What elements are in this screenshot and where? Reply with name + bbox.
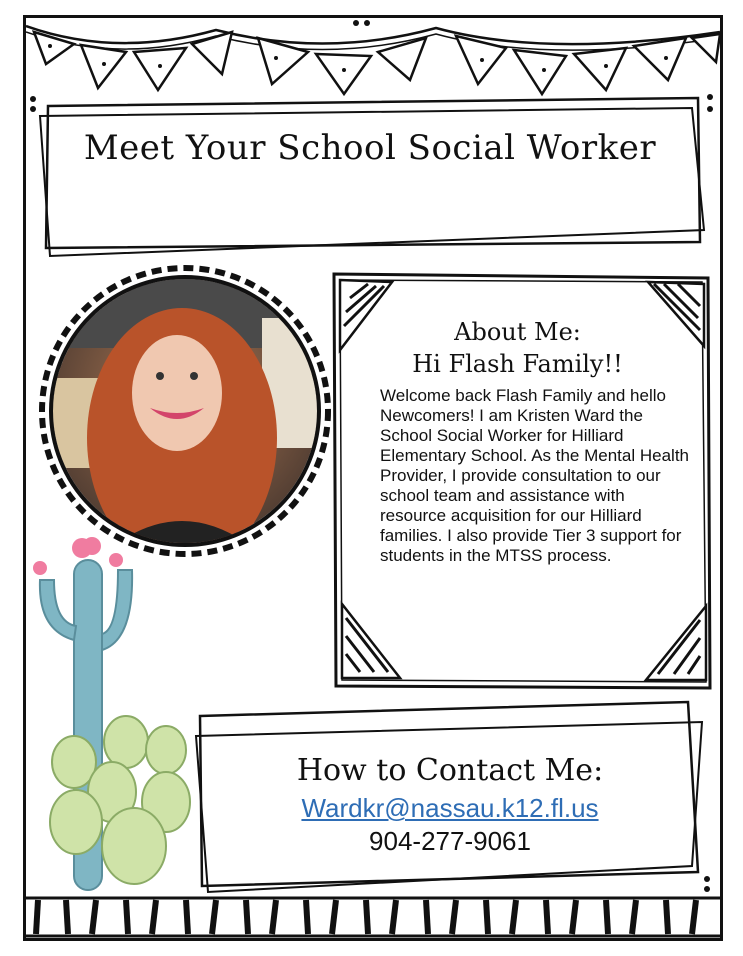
cactus-illustration bbox=[24, 530, 214, 900]
profile-photo bbox=[32, 258, 338, 564]
contact-email-link[interactable]: Wardkr@nassau.k12.fl.us bbox=[301, 793, 599, 823]
page-title: Meet Your School Social Worker bbox=[83, 128, 657, 168]
about-heading-line2: Hi Flash Family!! bbox=[412, 350, 623, 378]
title-frame bbox=[36, 94, 710, 260]
decorative-dot bbox=[353, 20, 359, 26]
about-heading bbox=[345, 316, 690, 380]
striped-border bbox=[26, 896, 720, 938]
contact-heading: How to Contact Me: bbox=[296, 753, 604, 788]
decorative-dot bbox=[364, 20, 370, 26]
about-heading-line1: About Me: bbox=[454, 318, 581, 346]
contact-phone: 904-277-9061 bbox=[369, 826, 531, 856]
about-body-text: Welcome back Flash Family and hello Newcomers! I am Kristen Ward the School Social Worker for Hilliard Elementary School. As the Mental Health Provider, I provide consultation to our school team and assistance with resource acquisition for our Hilliard families. I also provide Tier 3 support for students in the MTSS process. bbox=[380, 386, 689, 565]
bunting-banner bbox=[26, 18, 720, 98]
